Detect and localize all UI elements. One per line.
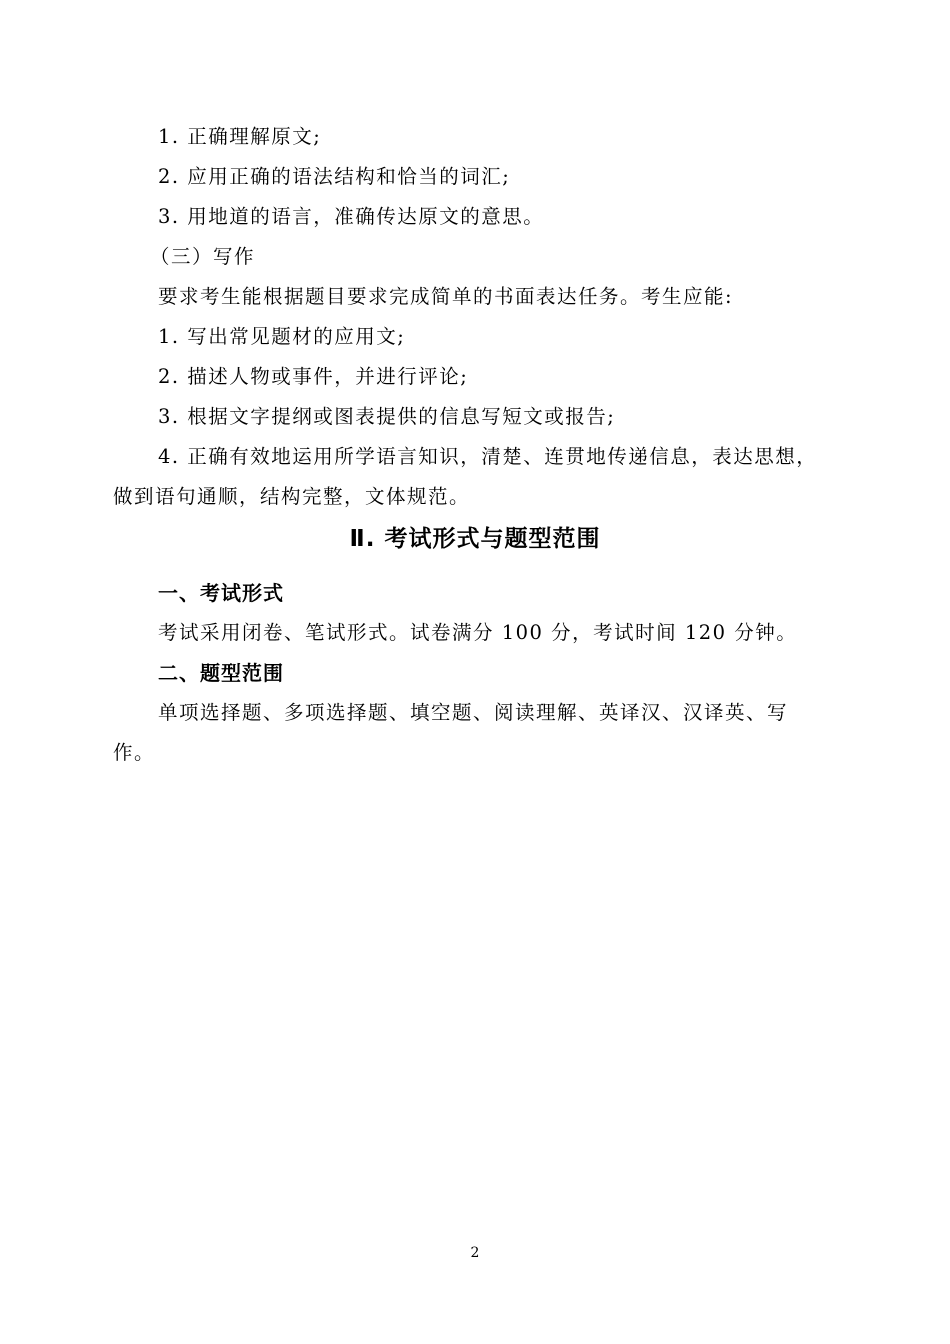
exam-format-text: 考试采用闭卷、笔试形式。试卷满分 100 分，考试时间 120 分钟。 <box>158 621 798 644</box>
writing-heading: （三）写作 <box>150 245 256 268</box>
writing-item-4: 4. 正确有效地运用所学语言知识，清楚、连贯地传递信息，表达思想， <box>158 445 818 468</box>
question-types-heading: 二、题型范围 <box>158 661 284 685</box>
translation-requirement-3: 3. 用地道的语言，准确传达原文的意思。 <box>158 205 545 228</box>
page-number: 2 <box>470 1245 480 1261</box>
writing-intro: 要求考生能根据题目要求完成简单的书面表达任务。考生应能: <box>158 285 734 308</box>
translation-requirement-1: 1. 正确理解原文; <box>158 125 322 148</box>
question-types-text: 单项选择题、多项选择题、填空题、阅读理解、英译汉、汉译英、写 <box>158 701 789 724</box>
writing-item-4-continuation: 做到语句通顺，结构完整，文体规范。 <box>113 485 471 508</box>
section-title: Ⅱ. 考试形式与题型范围 <box>349 526 601 552</box>
writing-item-3: 3. 根据文字提纲或图表提供的信息写短文或报告; <box>158 405 616 428</box>
writing-item-1: 1. 写出常见题材的应用文; <box>158 325 406 348</box>
exam-format-heading: 一、考试形式 <box>158 581 284 605</box>
translation-requirement-2: 2. 应用正确的语法结构和恰当的词汇; <box>158 165 511 188</box>
question-types-text-continuation: 作。 <box>113 741 156 764</box>
writing-item-2: 2. 描述人物或事件，并进行评论; <box>158 365 469 388</box>
